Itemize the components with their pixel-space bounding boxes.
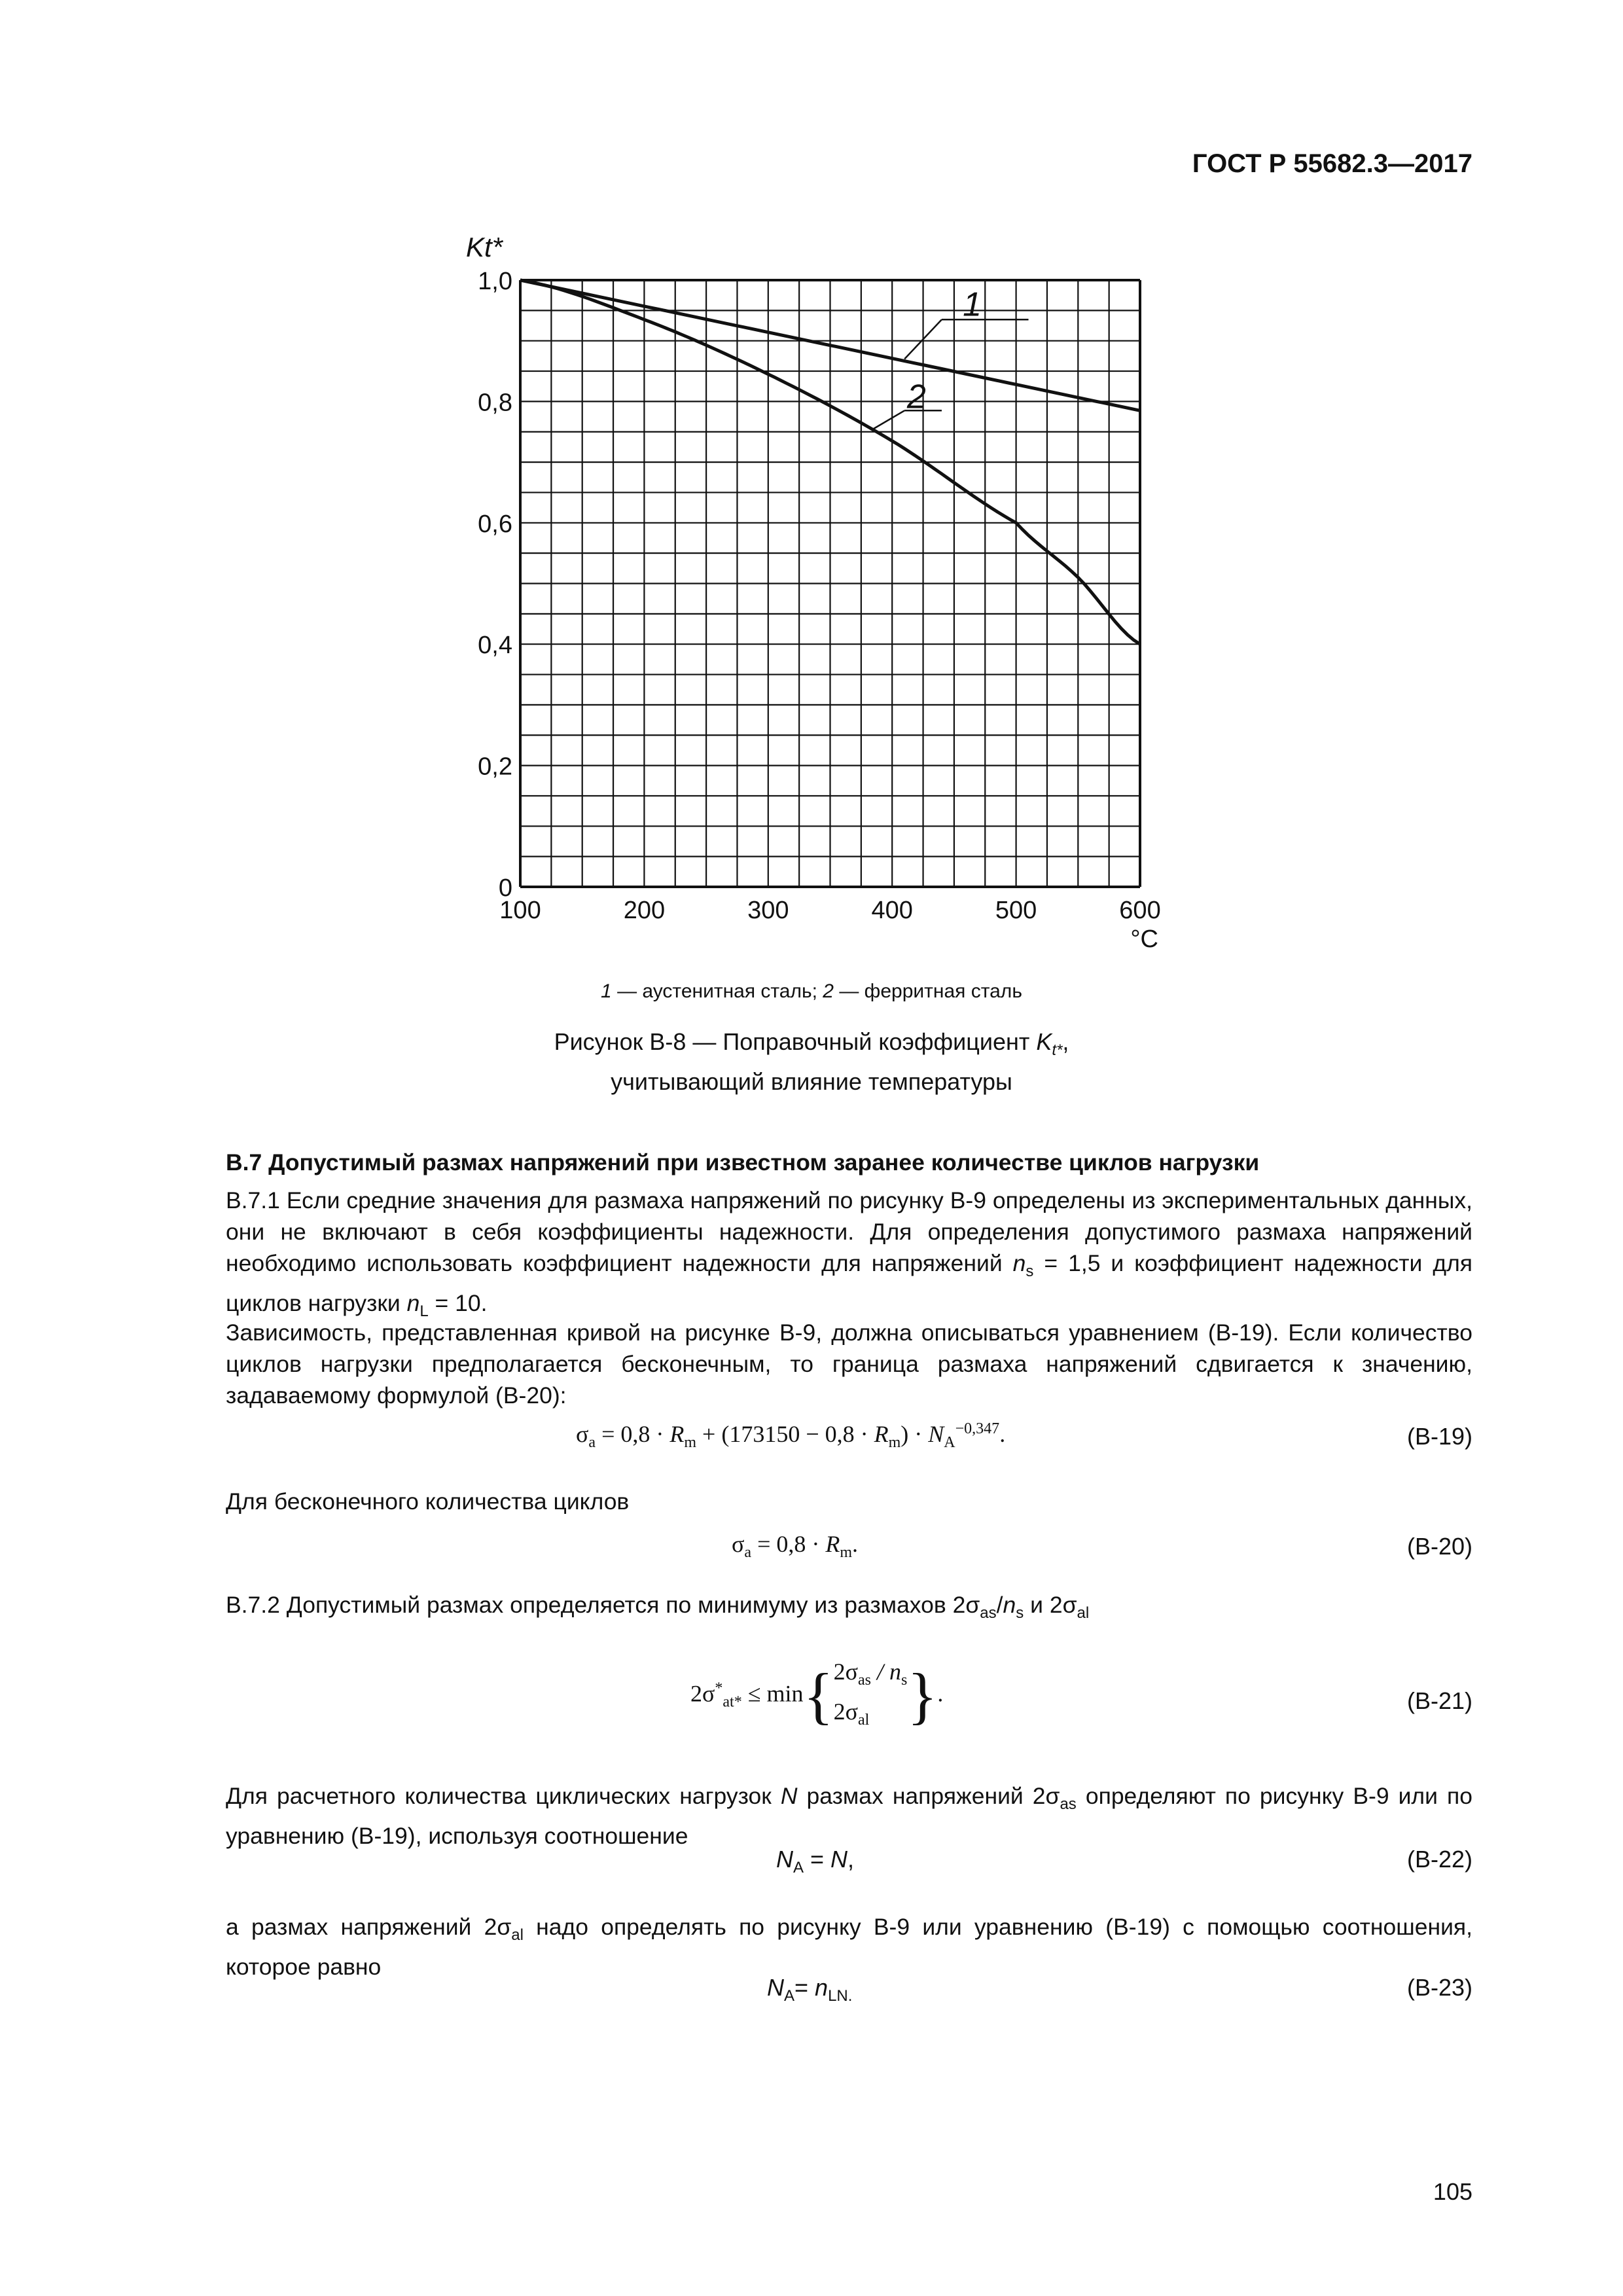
legend-1-text: — аустенитная сталь; xyxy=(611,980,823,1002)
p4-sub-al: al xyxy=(1077,1604,1090,1623)
paragraph-al-range xyxy=(226,1911,1472,1982)
eq21-top-rest: / n xyxy=(870,1659,901,1685)
paragraph-b71 xyxy=(226,1185,1472,1327)
p1-ns: n xyxy=(1012,1250,1026,1276)
equation-b19 xyxy=(576,1420,1005,1452)
eq20-mid: = 0,8 · xyxy=(751,1531,826,1557)
eq19-n: N xyxy=(928,1421,944,1447)
equation-b23 xyxy=(767,1974,852,2005)
x-tick-label: 500 xyxy=(995,897,1037,924)
eq19-mid: = 0,8 · xyxy=(596,1421,670,1447)
eq20-r: R xyxy=(825,1531,840,1557)
page-number: 105 xyxy=(1433,2178,1472,2205)
eq19-mid2: + (173150 − 0,8 · xyxy=(696,1421,874,1447)
x-tick-label: 400 xyxy=(871,897,913,924)
eq21-end: . xyxy=(937,1680,944,1707)
eq21-stack xyxy=(834,1656,908,1736)
p5-text-b: размах напряжений 2σ xyxy=(797,1783,1060,1809)
x-tick-label: 100 xyxy=(499,897,541,924)
p6-text-b: надо определять по рисунку В-9 или уравнению (В-19) с помощью соотношения, которое равно xyxy=(226,1914,1472,1981)
eq21-top-sub: as xyxy=(857,1672,871,1689)
paragraph-infinite: Для бесконечного количества циклов xyxy=(226,1488,630,1515)
p6-sub-al: al xyxy=(511,1926,524,1945)
correction-factor-chart xyxy=(0,0,1623,969)
section-title: В.7 Допустимый размах напряжений при известном заранее количестве циклов нагрузки xyxy=(226,1149,1260,1175)
y-tick-label: 0,8 xyxy=(478,389,512,417)
x-axis-label: °С xyxy=(1130,925,1158,953)
eq22-end: , xyxy=(847,1846,855,1873)
eq20-sub-a: a xyxy=(744,1544,752,1562)
caption-symbol: K xyxy=(1036,1028,1052,1055)
eq23-eq: = xyxy=(794,1974,815,2001)
equation-b22 xyxy=(776,1846,854,1877)
equation-b21 xyxy=(690,1656,943,1736)
eq19-sub-a: a xyxy=(588,1434,596,1452)
caption-line1: Рисунок В-8 — Поправочный коэффициент xyxy=(554,1028,1037,1055)
p5-sub-as: as xyxy=(1060,1795,1077,1814)
eq20-sub-m: m xyxy=(840,1544,853,1562)
eq19-sub-m: m xyxy=(684,1434,697,1452)
p1-text-c: = 10. xyxy=(428,1290,488,1317)
eq20-sigma: σ xyxy=(732,1531,745,1557)
paragraph-design-cycles xyxy=(226,1780,1472,1852)
eq19-exponent: −0,347 xyxy=(955,1420,1000,1437)
p6-text-a: а размах напряжений 2σ xyxy=(226,1914,512,1940)
x-tick-label: 200 xyxy=(623,897,666,924)
eq19-sub-m2: m xyxy=(888,1434,901,1452)
y-axis-label: Kt* xyxy=(466,232,503,262)
equation-b20 xyxy=(732,1530,858,1562)
x-tick-label: 600 xyxy=(1119,897,1161,924)
curve-2-leader xyxy=(874,410,904,429)
legend-2-text: — ферритная сталь xyxy=(833,980,1022,1002)
y-tick-label: 0,2 xyxy=(478,753,512,781)
eq20-end: . xyxy=(852,1531,859,1557)
p1-nl-sub: L xyxy=(419,1302,429,1321)
eq19-sigma: σ xyxy=(576,1421,589,1447)
eq21-bottom-sub: al xyxy=(857,1712,870,1729)
p1-ns-sub: s xyxy=(1026,1263,1034,1281)
p4-n: n xyxy=(1003,1592,1016,1618)
legend-2-number: 2 xyxy=(823,980,834,1002)
legend-1-number: 1 xyxy=(601,980,612,1002)
eq21-bottom: 2σ xyxy=(833,1698,858,1725)
p4-text-a: В.7.2 Допустимый размах определяется по минимуму из размахов 2σ xyxy=(226,1592,980,1618)
eq22-n: N xyxy=(776,1846,793,1873)
eq23-sub2: LN. xyxy=(828,1987,853,2005)
eq21-le-min: ≤ min xyxy=(741,1680,804,1707)
y-tick-label: 0,4 xyxy=(478,632,512,660)
eq22-n2: N xyxy=(830,1846,848,1873)
eq21-top: 2σ xyxy=(833,1659,858,1685)
equation-number-b19: (В-19) xyxy=(1406,1423,1472,1450)
eq21-left-brace-icon: { xyxy=(803,1660,834,1731)
eq19-r: R xyxy=(669,1421,685,1447)
p5-n: N xyxy=(780,1783,798,1809)
p1-text-b: = 1,5 и коэффициент надежности для циклов нагрузки xyxy=(226,1250,1473,1317)
p5-text-c: определяют по рисунку В-9 или по уравнению (В-19), используя соотношение xyxy=(226,1783,1472,1850)
paragraph-dependency: Зависимость, представленная кривой на рисунке В-9, должна описываться уравнением (В-19). Если количество циклов нагрузки предполагается бесконечным, то граница размаха напряжений сдвигается к значению, задаваемому формулой (В-20): xyxy=(226,1319,1472,1408)
p1-text-a: В.7.1 Если средние значения для размаха напряжений по рисунку В-9 определены из экспериментальных данных, они не включают в себя коэффициенты надежности. Для определения допустимого размаха напряжений необходимо использовать коэффициент надежности для напряжений xyxy=(226,1187,1472,1276)
curve-2-label: 2 xyxy=(906,378,926,416)
eq23-sub: A xyxy=(784,1987,795,2005)
p4-sub-s: s xyxy=(1016,1604,1024,1623)
eq21-sup: * xyxy=(715,1679,723,1697)
y-tick-label: 0,6 xyxy=(478,510,512,538)
equation-number-b22: (В-22) xyxy=(1406,1846,1472,1873)
x-tick-label: 300 xyxy=(747,897,789,924)
figure-legend xyxy=(0,980,1623,1003)
eq22-eq: = xyxy=(804,1846,831,1873)
figure-caption xyxy=(0,1026,1623,1098)
y-tick-label: 1,0 xyxy=(478,268,512,295)
eq21-lhs: 2σ xyxy=(690,1680,715,1707)
equation-number-b23: (В-23) xyxy=(1406,1974,1472,2001)
eq19-end: . xyxy=(999,1421,1006,1447)
eq23-n: N xyxy=(767,1974,784,2001)
eq21-sub: at* xyxy=(722,1693,742,1711)
p5-text-a: Для расчетного количества циклических нагрузок xyxy=(226,1783,781,1809)
equation-number-b21: (В-21) xyxy=(1406,1687,1472,1714)
caption-symbol-sub: t* xyxy=(1052,1041,1063,1060)
eq19-r2: R xyxy=(874,1421,889,1447)
document-id-header: ГОСТ Р 55682.3—2017 xyxy=(1192,149,1472,178)
eq23-nl: n xyxy=(815,1974,829,2001)
p4-slash: / xyxy=(996,1592,1003,1618)
p1-nl: n xyxy=(406,1290,420,1317)
equation-number-b20: (В-20) xyxy=(1406,1533,1472,1560)
caption-line1-end: , xyxy=(1062,1028,1069,1055)
p4-sub-as: as xyxy=(980,1604,997,1623)
p4-text-c: и 2σ xyxy=(1024,1592,1077,1618)
eq19-sub-A: A xyxy=(944,1434,955,1452)
eq21-right-brace-icon: } xyxy=(907,1660,938,1731)
eq19-mid3: ) · xyxy=(901,1421,929,1447)
eq21-top-sub2: s xyxy=(901,1672,908,1689)
paragraph-b72 xyxy=(226,1589,1472,1629)
eq22-sub: A xyxy=(793,1859,804,1877)
curve-1-label: 1 xyxy=(963,285,982,324)
y-tick-label: 0 xyxy=(498,874,512,902)
caption-line2: учитывающий влияние температуры xyxy=(611,1068,1012,1096)
